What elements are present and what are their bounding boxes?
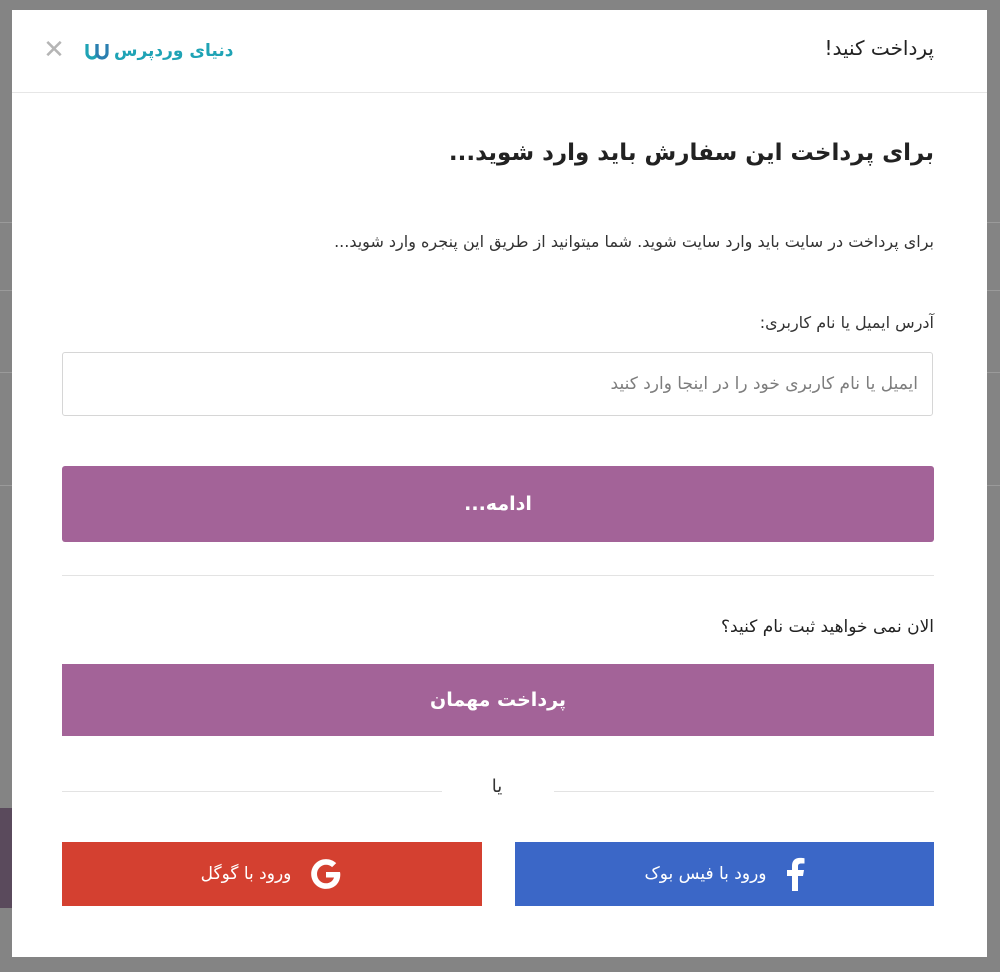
facebook-login-label: ورود با فیس بوک <box>644 864 767 884</box>
logo-text: دنیای وردپرس <box>114 41 234 61</box>
google-icon <box>309 857 343 891</box>
continue-button[interactable]: ادامه... <box>62 466 934 542</box>
or-divider-line <box>554 791 934 792</box>
facebook-icon <box>785 857 805 891</box>
close-icon[interactable]: ✕ <box>43 35 65 65</box>
description-text: برای پرداخت در سایت باید وارد سایت شوید. شما میتوانید از طریق این پنجره وارد شوید... <box>334 232 934 251</box>
site-logo <box>84 40 233 62</box>
facebook-login-button[interactable] <box>515 842 934 906</box>
logo-icon <box>84 40 110 62</box>
modal-title: پرداخت کنید! <box>824 36 934 60</box>
page-heading: برای پرداخت این سفارش باید وارد شوید... <box>448 140 934 166</box>
section-divider <box>62 575 934 576</box>
google-login-label: ورود با گوگل <box>200 864 292 884</box>
or-divider-line <box>62 791 442 792</box>
email-input[interactable] <box>62 352 933 416</box>
background-block <box>0 808 12 908</box>
google-login-button[interactable] <box>62 842 482 906</box>
guest-checkout-button[interactable]: پرداخت مهمان <box>62 664 934 736</box>
email-field-label: آدرس ایمیل یا نام کاربری: <box>759 313 934 332</box>
or-separator-text: یا <box>491 776 503 797</box>
login-modal <box>12 10 987 957</box>
modal-header <box>12 10 987 93</box>
no-register-text: الان نمی خواهید ثبت نام کنید؟ <box>721 617 934 637</box>
